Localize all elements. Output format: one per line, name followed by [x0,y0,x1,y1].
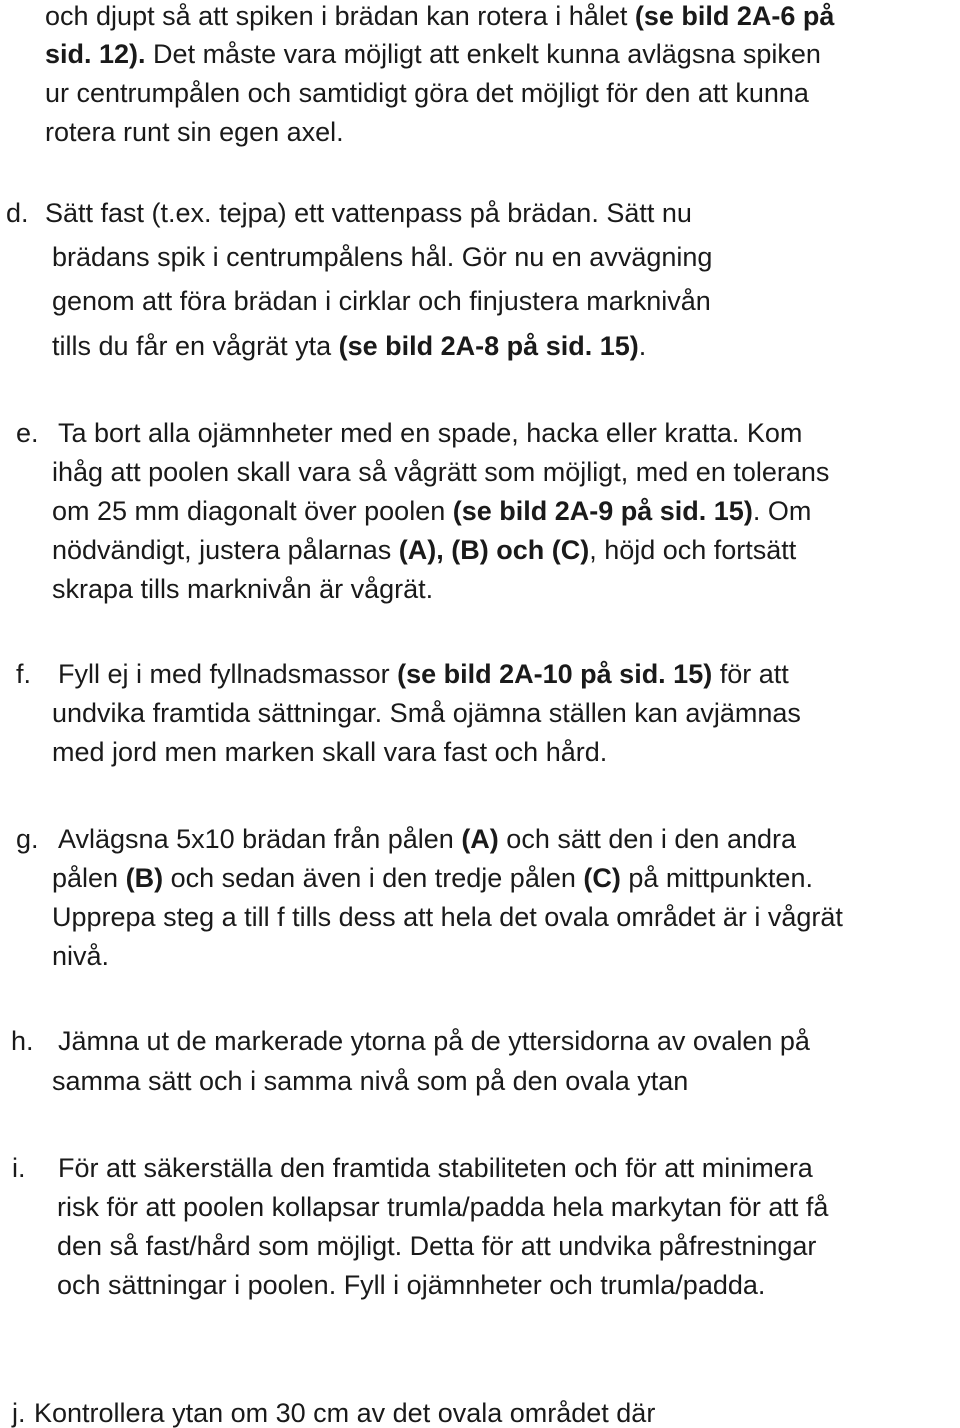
step-marker: g. [16,824,39,854]
text-line: med jord men marken skall vara fast och hård. [52,737,608,767]
text-line: ihåg att poolen skall vara så vågrätt som möjligt, med en tolerans [52,457,830,487]
text-line [58,661,789,688]
figure-reference: (se bild 2A-10 på sid. 15) [397,659,713,689]
pole-labels: (A), (B) och (C) [398,535,590,565]
text-line: och sättningar i poolen. Fyll i ojämnheter och trumla/padda. [57,1270,766,1300]
text-line: Ta bort alla ojämnheter med en spade, hacka eller kratta. Kom [58,418,803,448]
text-line [58,826,796,853]
text-line: risk för att poolen kollapsar trumla/padda hela markytan för att få [57,1192,829,1222]
text-run: och djupt så att spiken i brädan kan rotera i hålet [45,1,635,31]
text-line: Jämna ut de markerade ytorna på de yttersidorna av ovalen på [58,1026,810,1056]
pole-label: (C) [583,863,621,893]
text-line [45,3,834,30]
text-line: rotera runt sin egen axel. [45,117,344,147]
text-run: tills du får en vågrät yta [52,331,339,361]
pole-label: (B) [125,863,164,893]
step-marker: f. [16,659,32,689]
text-run: för att [712,659,789,689]
step-marker: h. [11,1026,34,1056]
text-line: nivå. [52,941,110,971]
step-marker: d. [6,198,29,228]
figure-reference: (se bild 2A-9 på sid. 15) [452,496,753,526]
text-line: För att säkerställa den framtida stabiliteten och för att minimera [58,1153,813,1183]
text-run: och sätt den i den andra [498,824,797,854]
text-line: Kontrollera ytan om 30 cm av det ovala området där [34,1398,656,1428]
text-run: Fyll ej i med fyllnadsmassor [58,659,398,689]
text-line [52,865,813,892]
step-marker: e. [16,418,39,448]
figure-reference: (se bild 2A-6 på [634,1,835,31]
figure-reference: (se bild 2A-8 på sid. 15) [338,331,639,361]
text-run: pålen [52,863,126,893]
pole-label: (A) [461,824,499,854]
text-line: ur centrumpålen och samtidigt göra det möjligt för den att kunna [45,78,809,108]
text-line [52,537,796,564]
step-marker: i. [12,1153,26,1183]
text-line: genom att föra brädan i cirklar och finjustera marknivån [52,286,711,316]
text-line: samma sätt och i samma nivå som på den ovala ytan [52,1066,689,1096]
text-run: och sedan även i den tredje pålen [163,863,584,893]
step-marker: j. [12,1398,26,1428]
text-line [52,333,646,360]
text-run: nödvändigt, justera pålarnas [52,535,399,565]
text-line: skrapa tills marknivån är vågrät. [52,574,434,604]
text-run: Avlägsna 5x10 brädan från pålen [58,824,462,854]
text-line [45,41,821,68]
text-line: den så fast/hård som möjligt. Detta för att undvika påfrestningar [57,1231,817,1261]
text-run: på mittpunkten. [620,863,813,893]
text-run: . Om [752,496,812,526]
text-run: om 25 mm diagonalt över poolen [52,496,453,526]
text-run: Det måste vara möjligt att enkelt kunna avlägsna spiken [145,39,821,69]
text-line: Sätt fast (t.ex. tejpa) ett vattenpass på brädan. Sätt nu [45,198,692,228]
text-line: Upprepa steg a till f tills dess att hela det ovala området är i vågrät [52,902,843,932]
text-line [52,498,811,525]
text-run: , höjd och fortsätt [589,535,797,565]
text-line: brädans spik i centrumpålens hål. Gör nu en avvägning [52,242,713,272]
figure-reference: sid. 12). [45,39,146,69]
text-run: . [638,331,647,361]
text-line: undvika framtida sättningar. Små ojämna ställen kan avjämnas [52,698,801,728]
